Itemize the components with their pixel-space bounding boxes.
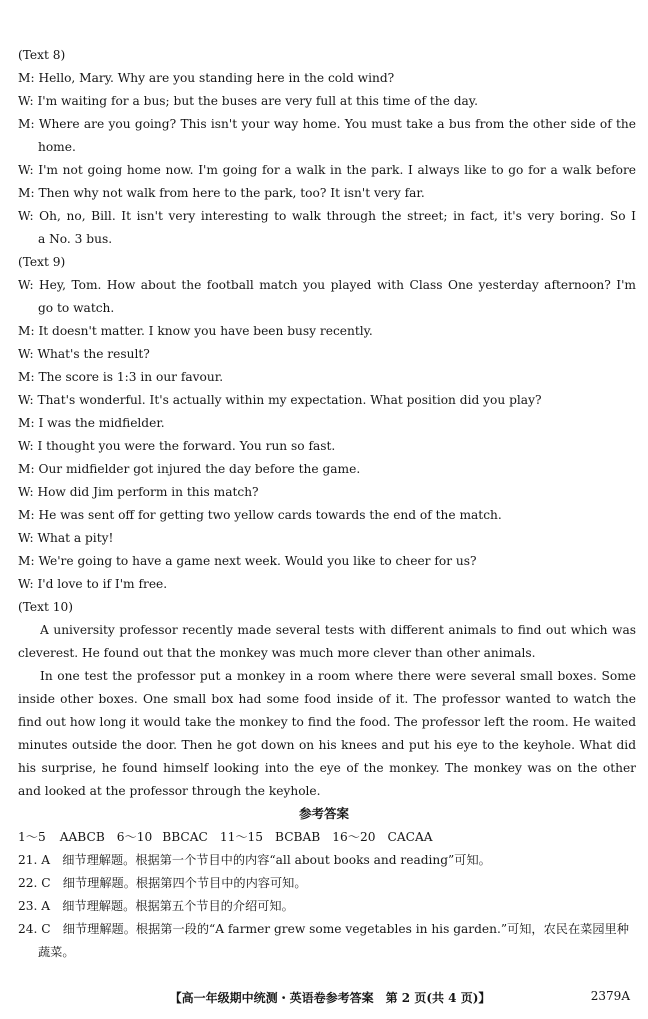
passage-line: A university professor recently made several tests with different animals to find out which was — [40, 623, 636, 637]
dialogue-line: W: Hey, Tom. How about the football match you played with Class One yesterday afternoon? I'm — [18, 278, 636, 292]
page-footer — [0, 989, 648, 1007]
passage-line: minutes outside the door. Then he got down on his knees and put his eye to the keyhole. What did — [18, 738, 636, 752]
answer-range-value: AABCB — [59, 830, 105, 844]
passage-line: In one test the professor put a monkey in a room where there were several small boxes. Some — [40, 669, 636, 683]
dialogue-line: W: I'm waiting for a bus; but the buses are very full at this time of the day. — [18, 94, 478, 108]
dialogue-line-cont: home. — [38, 140, 76, 154]
dialogue-line: W: That's wonderful. It's actually within my expectation. What position did you play? — [18, 393, 542, 407]
dialogue-line: M: I was the midfielder. — [18, 416, 165, 430]
answer-range-label: 6～10 — [116, 830, 153, 844]
answer-explanation: 21. A 细节理解题。根据第一个节目中的内容“all about books and reading”可知。 — [18, 853, 491, 867]
footer-code: 2379A — [590, 989, 630, 1003]
dialogue-line: W: How did Jim perform in this match? — [18, 485, 259, 499]
dialogue-line: M: Then why not walk from here to the park, too? It isn't very far. — [18, 186, 425, 200]
passage-line: find out how long it would take the monkey to find the food. The professor left the room. He waited — [18, 715, 636, 729]
dialogue-line: W: What a pity! — [18, 531, 114, 545]
dialogue-line: M: He was sent off for getting two yellow cards towards the end of the match. — [18, 508, 502, 522]
dialogue-line-cont: go to watch. — [38, 301, 115, 315]
dialogue-line: M: We're going to have a game next week. Would you like to cheer for us? — [18, 554, 477, 568]
footer-title: 【高一年级期中统测・英语卷参考答案 第 2 页(共 4 页)】 — [169, 991, 491, 1005]
answer-range-label: 1～5 — [18, 830, 46, 844]
dialogue-line: W: Oh, no, Bill. It isn't very interesting to walk through the street; in fact, it's very boring. So I — [18, 209, 636, 223]
answer-explanation-cont: 蔬菜。 — [38, 945, 75, 959]
section-label-text8: (Text 8) — [18, 48, 66, 62]
answers-heading: 参考答案 — [298, 806, 349, 821]
passage-line: cleverest. He found out that the monkey was much more clever than other animals. — [18, 646, 536, 660]
passage-line: inside other boxes. One small box had some food inside of it. The professor wanted to watch the — [18, 692, 636, 706]
answer-range-label: 16～20 — [332, 830, 376, 844]
dialogue-line: W: I'd love to if I'm free. — [18, 577, 168, 591]
answer-range-value: BCBAB — [275, 830, 321, 844]
dialogue-line: W: What's the result? — [18, 347, 150, 361]
dialogue-line: M: Hello, Mary. Why are you standing here in the cold wind? — [18, 71, 395, 85]
passage-line: his surprise, he found himself looking into the eye of the monkey. The monkey was on the other — [18, 761, 636, 775]
section-label-text9: (Text 9) — [18, 255, 66, 269]
dialogue-line: M: The score is 1:3 in our favour. — [18, 370, 224, 384]
dialogue-line: W: I'm not going home now. I'm going for a walk in the park. I always like to go for a walk before — [18, 163, 636, 177]
dialogue-line: M: Where are you going? This isn't your way home. You must take a bus from the other side of the — [18, 117, 636, 131]
answer-range-value: CACAA — [387, 830, 433, 844]
dialogue-line: W: I thought you were the forward. You run so fast. — [18, 439, 336, 453]
dialogue-line: M: It doesn't matter. I know you have been busy recently. — [18, 324, 373, 338]
answer-explanation: 22. C 细节理解题。根据第四个节目中的内容可知。 — [18, 876, 307, 890]
answer-explanation: 24. C 细节理解题。根据第一段的“A farmer grew some vegetables in his garden.”可知，农民在菜园里种 — [18, 922, 629, 936]
answer-key-row — [18, 829, 636, 845]
answer-range-label: 11～15 — [219, 830, 264, 844]
answer-explanation: 23. A 细节理解题。根据第五个节目的介绍可知。 — [18, 899, 294, 913]
section-label-text10: (Text 10) — [18, 600, 74, 614]
passage-line: and looked at the professor through the keyhole. — [18, 784, 321, 798]
answer-range-value: BBCAC — [162, 830, 208, 844]
dialogue-line-cont: a No. 3 bus. — [38, 232, 113, 246]
dialogue-line: M: Our midfielder got injured the day before the game. — [18, 462, 361, 476]
